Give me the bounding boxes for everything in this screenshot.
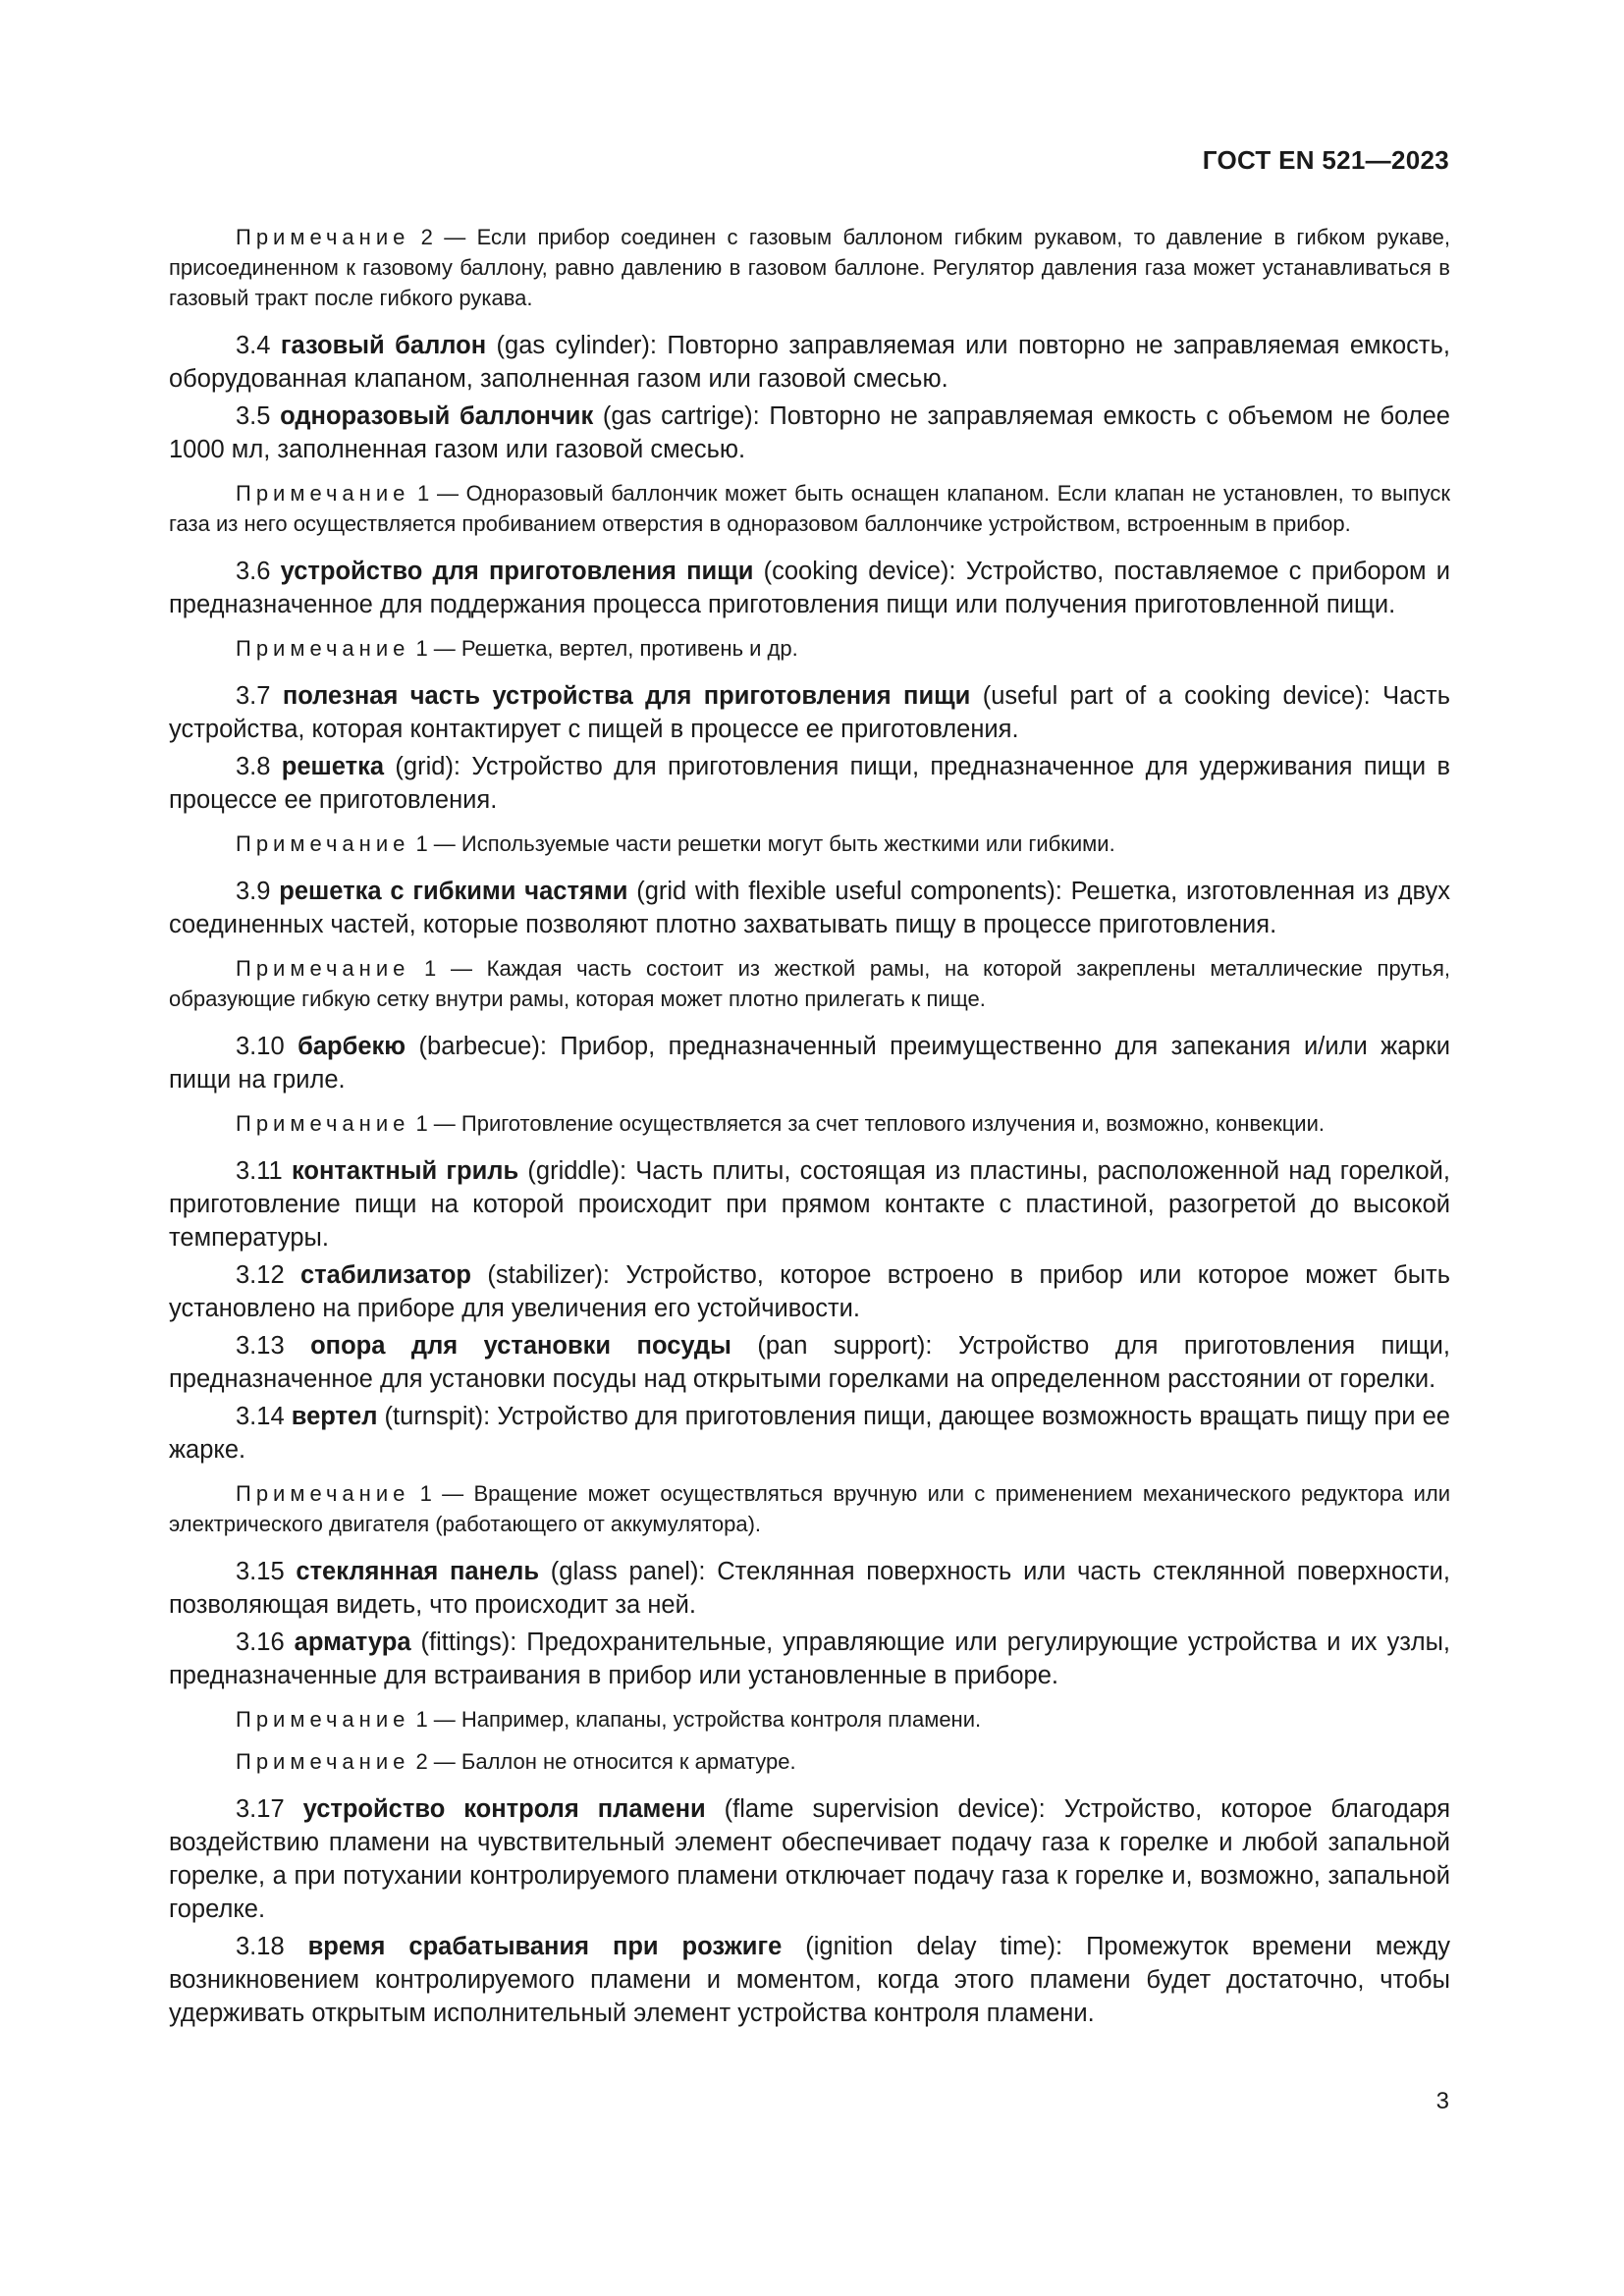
- term-name: полезная часть устройства для приготовления пищи: [282, 682, 971, 710]
- note-label: Примечание: [236, 956, 410, 981]
- note-label: Примечание: [236, 1111, 410, 1136]
- term-definition: (turnspit): Устройство для приготовления пищи, дающее возможность вращать пищу при ее жарке.: [169, 1403, 1450, 1464]
- term-definition: (glass panel): Стеклянная поверхность или часть стеклянной поверхности, позволяющая видеть, что происходит за ней.: [169, 1558, 1450, 1619]
- term-name: время срабатывания при розжиге: [307, 1933, 783, 1960]
- note-3-16-1: [169, 1704, 1450, 1735]
- term-3-13: [169, 1329, 1450, 1396]
- term-name: стабилизатор: [300, 1261, 471, 1289]
- term-number: 3.17: [236, 1795, 285, 1823]
- term-number: 3.13: [236, 1332, 285, 1360]
- note-label: Примечание: [236, 1481, 410, 1506]
- term-definition: (gas cartrige): Повторно не заправляемая емкость с объемом не более 1000 мл, заполненная газом или газовой смесью.: [169, 402, 1450, 463]
- term-name: опора для установки посуды: [310, 1332, 731, 1360]
- term-name: устройство контроля пламени: [302, 1795, 706, 1823]
- term-3-17: [169, 1792, 1450, 1926]
- term-3-9: [169, 875, 1450, 941]
- note-label: Примечание: [236, 1749, 410, 1774]
- term-number: 3.11: [236, 1157, 283, 1185]
- term-number: 3.4: [236, 332, 271, 359]
- term-number: 3.8: [236, 753, 271, 780]
- term-definition: (pan support): Устройство для приготовления пищи, предназначенное для установки посуды над открытыми горелками на определенном расстоянии от горелки.: [169, 1332, 1450, 1393]
- term-number: 3.9: [236, 878, 271, 905]
- term-name: барбекю: [298, 1033, 406, 1060]
- term-number: 3.14: [236, 1403, 285, 1430]
- term-number: 3.15: [236, 1558, 285, 1585]
- document-body: [169, 222, 1450, 2034]
- note-3-3-2: [169, 222, 1450, 313]
- term-definition: (cooking device): Устройство, поставляемое с прибором и предназначенное для поддержания процесса приготовления пищи или получения приготовленной пищи.: [169, 558, 1450, 618]
- term-name: контактный гриль: [292, 1157, 519, 1185]
- note-text: 1 — Приготовление осуществляется за счет теплового излучения и, возможно, конвекции.: [409, 1111, 1325, 1136]
- note-text: 1 — Каждая часть состоит из жесткой рамы, на которой закреплены металлические прутья, образующие гибкую сетку внутри рамы, которая может плотно прилегать к пище.: [169, 956, 1450, 1011]
- note-3-10-1: [169, 1108, 1450, 1139]
- note-label: Примечание: [236, 481, 410, 506]
- term-definition: (grid): Устройство для приготовления пищи, предназначенное для удерживания пищи в процессе ее приготовления.: [169, 753, 1450, 814]
- term-3-11: [169, 1154, 1450, 1255]
- term-3-8: [169, 750, 1450, 817]
- term-definition: (stabilizer): Устройство, которое встроено в прибор или которое может быть установлено на приборе для увеличения его устойчивости.: [169, 1261, 1451, 1322]
- term-definition: (useful part of a cooking device): Часть устройства, которая контактирует с пищей в процессе ее приготовления.: [169, 682, 1451, 743]
- note-text: 1 — Одноразовый баллончик может быть оснащен клапаном. Если клапан не установлен, то выпуск газа из него осуществляется пробиванием отверстия в одноразовом баллончике устройством, встроенным в прибор.: [169, 481, 1450, 536]
- term-name: арматура: [294, 1629, 411, 1656]
- term-number: 3.5: [236, 402, 271, 430]
- term-name: устройство для приготовления пищи: [280, 558, 754, 585]
- term-3-18: [169, 1930, 1450, 2030]
- page-number: 3: [1435, 2088, 1449, 2114]
- note-text: 1 — Используемые части решетки могут быть жесткими или гибкими.: [409, 831, 1115, 856]
- note-text: 1 — Например, клапаны, устройства контроля пламени.: [409, 1707, 982, 1732]
- term-3-7: [169, 679, 1450, 746]
- note-3-6-1: [169, 633, 1450, 664]
- note-3-16-2: [169, 1746, 1450, 1777]
- note-text: 2 — Баллон не относится к арматуре.: [409, 1749, 796, 1774]
- term-3-12: [169, 1258, 1450, 1325]
- term-name: стеклянная панель: [296, 1558, 540, 1585]
- term-number: 3.10: [236, 1033, 285, 1060]
- term-3-5: [169, 400, 1450, 466]
- term-definition: (griddle): Часть плиты, состоящая из пластины, расположенной над горелкой, приготовление пищи на которой происходит при прямом контакте с пластиной, разогретой до высокой температуры.: [169, 1157, 1450, 1252]
- term-name: решетка с гибкими частями: [279, 878, 628, 905]
- term-name: решетка: [281, 753, 385, 780]
- term-3-14: [169, 1400, 1450, 1467]
- term-name: одноразовый баллончик: [280, 402, 594, 430]
- term-3-6: [169, 555, 1450, 621]
- term-number: 3.12: [236, 1261, 285, 1289]
- term-definition: (gas cylinder): Повторно заправляемая или повторно не заправляемая емкость, оборудованная клапаном, заполненная газом или газовой смесью.: [169, 332, 1450, 393]
- note-3-5-1: [169, 478, 1450, 539]
- note-text: 2 — Если прибор соединен с газовым баллоном гибким рукавом, то давление в гибком рукаве, присоединенном к газовому баллону, равно давлению в газовом баллоне. Регулятор давления газа может устанавливаться в газовый тракт после гибкого рукава.: [169, 225, 1450, 310]
- term-3-15: [169, 1555, 1450, 1622]
- term-definition: (grid with flexible useful components): Решетка, изготовленная из двух соединенных частей, которые позволяют плотно захватывать пищу в процессе приготовления.: [169, 878, 1451, 938]
- note-3-8-1: [169, 828, 1450, 859]
- term-number: 3.18: [236, 1933, 285, 1960]
- term-name: вертел: [291, 1403, 378, 1430]
- note-label: Примечание: [236, 1707, 410, 1732]
- term-definition: (ignition delay time): Промежуток времени между возникновением контролируемого пламени и моментом, когда этого пламени будет достаточно, чтобы удерживать открытым исполнительный элемент устройства контроля пламени.: [169, 1933, 1450, 2027]
- term-name: газовый баллон: [280, 332, 487, 359]
- note-text: 1 — Решетка, вертел, противень и др.: [409, 636, 798, 661]
- term-3-10: [169, 1030, 1450, 1096]
- note-label: Примечание: [236, 831, 410, 856]
- term-definition: (fittings): Предохранительные, управляющие или регулирующие устройства и их узлы, предназначенные для встраивания в прибор или установленные в приборе.: [169, 1629, 1450, 1689]
- note-3-9-1: [169, 953, 1450, 1014]
- term-3-4: [169, 329, 1450, 396]
- term-number: 3.7: [236, 682, 271, 710]
- document-code: ГОСТ EN 521—2023: [1202, 145, 1449, 175]
- term-definition: (barbecue): Прибор, предназначенный преимущественно для запекания и/или жарки пищи на гриле.: [169, 1033, 1450, 1094]
- note-label: Примечание: [236, 225, 410, 249]
- term-3-16: [169, 1626, 1450, 1692]
- term-number: 3.16: [236, 1629, 285, 1656]
- note-3-14-1: [169, 1478, 1450, 1539]
- term-number: 3.6: [236, 558, 271, 585]
- note-text: 1 — Вращение может осуществляться вручную или с применением механического редуктора или электрического двигателя (работающего от аккумулятора).: [169, 1481, 1450, 1536]
- term-definition: (flame supervision device): Устройство, которое благодаря воздействию пламени на чувствительный элемент обеспечивает подачу газа к горелке и любой запальной горелке, а при потухании контролируемого пламени отключает подачу газа к горелке и, возможно, запальной горелке.: [169, 1795, 1451, 1923]
- note-label: Примечание: [236, 636, 410, 661]
